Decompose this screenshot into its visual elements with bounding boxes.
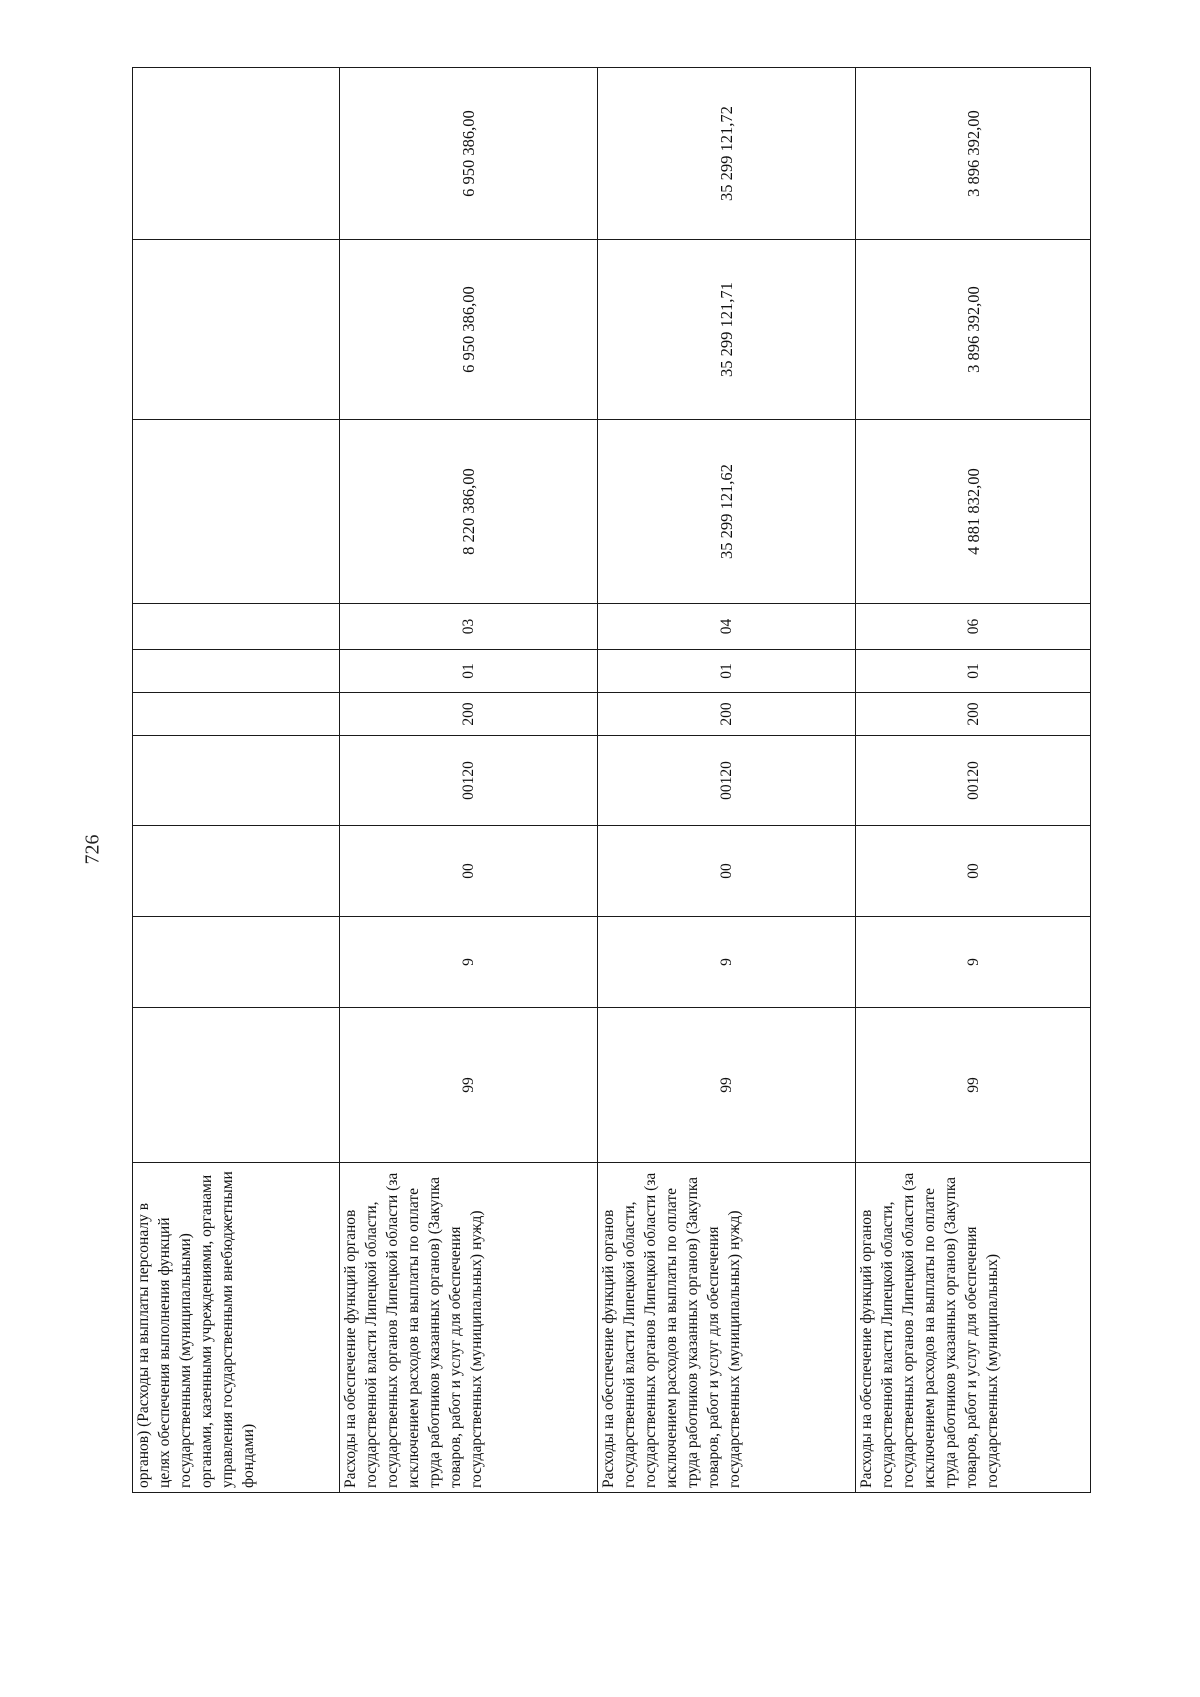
subsection-code: 04 [598, 604, 856, 650]
budget-table [132, 67, 1091, 1493]
expense-type-code: 200 [340, 693, 598, 736]
main-event-code: 00 [856, 826, 1091, 917]
amount-year-1: 35 299 121,62 [598, 420, 856, 604]
amount-year-3: 6 950 386,00 [340, 68, 598, 240]
main-event-code [133, 826, 340, 917]
row-description: Расходы на обеспечение функций органов государственной власти Липецкой области, государственных органов Липецкой области (за исключением расходов на выплаты по оплате труда работников указанных органов) (Закупка товаров, работ и услуг для обеспечения государственных (муниципальных) [856, 1163, 1091, 1493]
program-code: 99 [856, 1008, 1091, 1163]
section-code [133, 650, 340, 693]
budget-table-rotated [132, 68, 1090, 1493]
subsection-code [133, 604, 340, 650]
amount-year-2 [133, 240, 340, 420]
table-row [340, 68, 598, 1493]
table-row [598, 68, 856, 1493]
main-event-code: 00 [598, 826, 856, 917]
subsection-code: 06 [856, 604, 1091, 650]
section-code: 01 [856, 650, 1091, 693]
amount-year-1 [133, 420, 340, 604]
table-row [856, 68, 1091, 1493]
row-description: Расходы на обеспечение функций органов государственной власти Липецкой области, государственных органов Липецкой области (за исключением расходов на выплаты по оплате труда работников указанных органов) (Закупка товаров, работ и услуг для обеспечения государственных (муниципальных) нужд) [340, 1163, 598, 1493]
expense-type-code [133, 693, 340, 736]
amount-year-1: 8 220 386,00 [340, 420, 598, 604]
section-code: 01 [340, 650, 598, 693]
amount-year-2: 35 299 121,71 [598, 240, 856, 420]
page-number: 726 [81, 834, 104, 865]
direction-code: 00120 [856, 736, 1091, 826]
amount-year-2: 6 950 386,00 [340, 240, 598, 420]
row-description: Расходы на обеспечение функций органов государственной власти Липецкой области, государственных органов Липецкой области (за исключением расходов на выплаты по оплате труда работников указанных органов) (Закупка товаров, работ и услуг для обеспечения государственных (муниципальных) нужд) [598, 1163, 856, 1493]
subprogram-code: 9 [340, 917, 598, 1008]
expense-type-code: 200 [856, 693, 1091, 736]
subprogram-code: 9 [856, 917, 1091, 1008]
subsection-code: 03 [340, 604, 598, 650]
amount-year-2: 3 896 392,00 [856, 240, 1091, 420]
subprogram-code [133, 917, 340, 1008]
amount-year-1: 4 881 832,00 [856, 420, 1091, 604]
amount-year-3 [133, 68, 340, 240]
row-description: органов) (Расходы на выплаты персоналу в целях обеспечения выполнения функций государственными (муниципальными) органами, казенными учреждениями, органами управления государственными внебюджетными фондами) [133, 1163, 340, 1493]
amount-year-3: 35 299 121,72 [598, 68, 856, 240]
amount-year-3: 3 896 392,00 [856, 68, 1091, 240]
section-code: 01 [598, 650, 856, 693]
expense-type-code: 200 [598, 693, 856, 736]
program-code: 99 [598, 1008, 856, 1163]
direction-code: 00120 [340, 736, 598, 826]
table-row [133, 68, 340, 1493]
direction-code [133, 736, 340, 826]
direction-code: 00120 [598, 736, 856, 826]
program-code [133, 1008, 340, 1163]
main-event-code: 00 [340, 826, 598, 917]
program-code: 99 [340, 1008, 598, 1163]
subprogram-code: 9 [598, 917, 856, 1008]
